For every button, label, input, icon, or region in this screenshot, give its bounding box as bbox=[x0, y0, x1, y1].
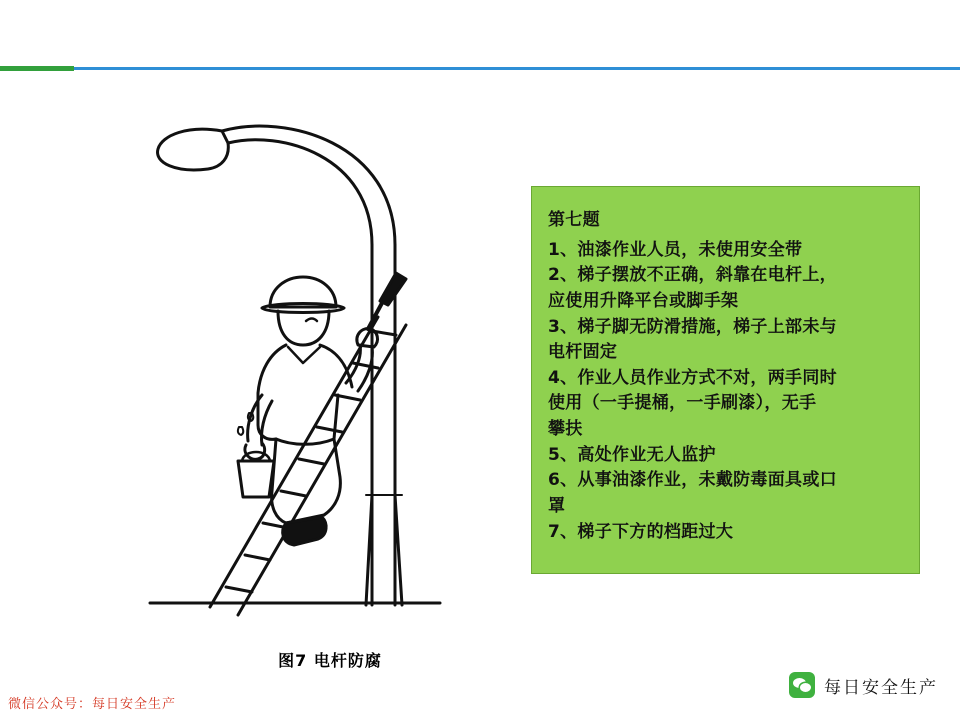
panel-line: 应使用升降平台或脚手架 bbox=[548, 290, 739, 311]
top-accent-rule bbox=[0, 66, 960, 71]
illustration-worker-on-ladder bbox=[110, 95, 490, 635]
wechat-account-name: 每日安全生产 bbox=[824, 677, 938, 698]
accent-rule-blue bbox=[74, 67, 960, 70]
panel-line: 3、梯子脚无防滑措施，梯子上部未与 bbox=[548, 316, 837, 337]
panel-line: 6、从事油漆作业，未戴防毒面具或口 bbox=[548, 470, 837, 491]
panel-line: 2、梯子摆放不正确，斜靠在电杆上， bbox=[548, 265, 837, 286]
panel-line: 7、梯子下方的档距过大 bbox=[548, 521, 734, 542]
left-edge-bar bbox=[0, 0, 6, 66]
panel-line: 罩 bbox=[548, 496, 566, 517]
panel-line: 电杆固定 bbox=[548, 342, 618, 363]
panel-line: 1、油漆作业人员，未使用安全带 bbox=[548, 239, 803, 260]
panel-line: 5、高处作业无人监护 bbox=[548, 444, 716, 465]
panel-title-text: 第七题 bbox=[548, 210, 600, 230]
wechat-badge bbox=[789, 672, 938, 698]
wechat-icon bbox=[789, 672, 815, 698]
panel-line: 使用（一手提桶，一手刷漆），无手 bbox=[548, 393, 817, 414]
panel-line: 攀扶 bbox=[548, 419, 583, 440]
answer-panel bbox=[531, 186, 920, 574]
figure-caption: 图7 电杆防腐 bbox=[278, 651, 382, 670]
footer-note: 微信公众号：每日安全生产 bbox=[8, 697, 177, 712]
panel-line: 4、作业人员作业方式不对，两手同时 bbox=[548, 367, 837, 388]
accent-rule-green bbox=[0, 66, 74, 71]
